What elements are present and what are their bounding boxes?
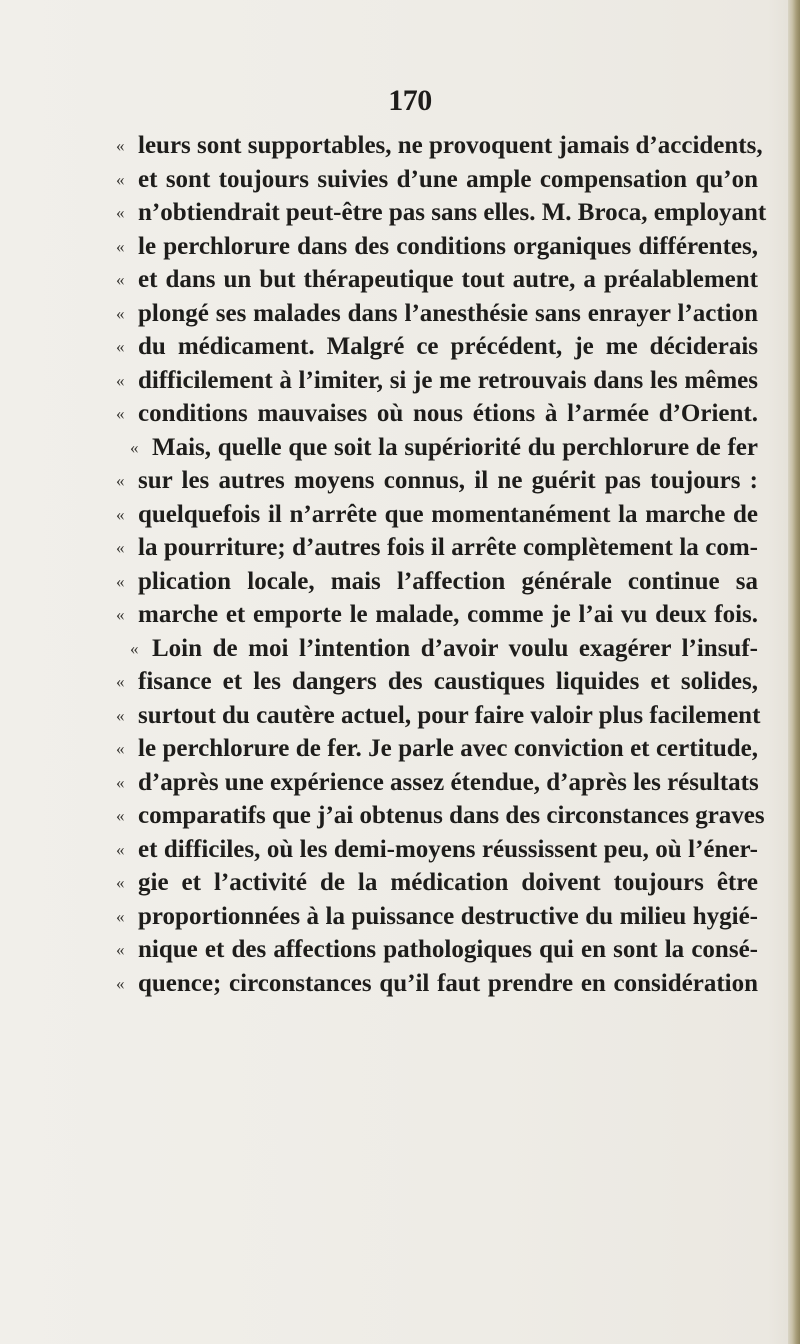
line-text: surtout du cautère actuel, pour faire valoir plus facilement (138, 701, 761, 729)
line-text: marche et emporte le malade, comme je l’ai vu deux fois. (138, 601, 758, 628)
text-line (116, 129, 763, 163)
line-text: d’après une expérience assez étendue, d’après les résultats (138, 768, 759, 796)
text-line (130, 632, 758, 666)
line-text: difficilement à l’imiter, si je me retrouvais dans les mêmes (138, 366, 758, 394)
text-line (116, 900, 758, 934)
line-text: du médicament. Malgré ce précédent, je me déciderais (138, 333, 758, 360)
text-line (116, 833, 758, 867)
text-line (116, 766, 759, 800)
text-line (116, 498, 758, 532)
text-line (116, 598, 758, 632)
text-line (116, 230, 758, 264)
quote-mark: « (116, 672, 125, 691)
text-line (116, 699, 761, 733)
line-text: proportionnées à la puissance destructive du milieu hygié- (138, 902, 758, 930)
quote-mark: « (116, 806, 125, 825)
quote-mark: « (130, 437, 139, 457)
quote-mark: « (116, 303, 125, 323)
text-line (116, 330, 758, 364)
quote-mark: « (116, 772, 125, 792)
text-line (116, 565, 758, 599)
line-text: nique et des affections pathologiques qui en sont la consé- (138, 936, 758, 963)
quote-mark: « (116, 605, 125, 624)
text-line (116, 531, 758, 565)
text-line (116, 263, 758, 297)
text-line (116, 967, 758, 1001)
quote-mark: « (116, 705, 125, 725)
line-text: plongé ses malades dans l’anesthésie sans enrayer l’action (138, 299, 758, 327)
quote-mark: « (116, 571, 125, 591)
text-line (116, 397, 758, 431)
text-line (116, 799, 765, 833)
quote-mark: « (116, 370, 125, 390)
quote-mark: « (116, 973, 125, 993)
quote-mark: « (130, 638, 139, 658)
quote-mark: « (116, 471, 125, 490)
quote-mark: « (116, 236, 125, 256)
quote-mark: « (116, 940, 125, 959)
page-edge (788, 0, 800, 1344)
quote-mark: « (116, 404, 125, 423)
line-text: conditions mauvaises où nous étions à l’armée d’Orient. (138, 400, 758, 427)
line-text: fisance et les dangers des caustiques liquides et solides, (138, 668, 758, 695)
line-text: comparatifs que j’ai obtenus dans des circonstances graves (138, 802, 765, 829)
line-text: leurs sont supportables, ne provoquent jamais d’accidents, (138, 132, 763, 159)
line-text: la pourriture; d’autres fois il arrête complètement la com- (138, 534, 758, 561)
line-text: Loin de moi l’intention d’avoir voulu exagérer l’insuf- (152, 634, 758, 662)
quote-mark: « (116, 873, 125, 892)
text-line (130, 431, 758, 465)
line-text: Mais, quelle que soit la supériorité du perchlorure de fer (152, 433, 758, 461)
text-line (116, 464, 758, 498)
line-text: et difficiles, où les demi-moyens réussissent peu, où l’éner- (138, 835, 758, 863)
text-line (116, 196, 767, 230)
line-text: et dans un but thérapeutique tout autre, a préalablement (138, 266, 758, 293)
text-line (116, 297, 758, 331)
text-line (116, 933, 758, 967)
text-line (116, 665, 758, 699)
page-number: 170 (388, 84, 432, 117)
quote-mark: « (116, 337, 125, 356)
body-text (116, 129, 767, 1000)
text-line (116, 364, 758, 398)
quote-mark: « (116, 504, 125, 524)
quote-mark: « (116, 538, 125, 557)
text-line (116, 866, 758, 900)
line-text: et sont toujours suivies d’une ample compensation qu’on (138, 165, 758, 193)
text-line (116, 732, 758, 766)
quote-mark: « (116, 839, 125, 859)
line-text: quence; circonstances qu’il faut prendre en considération (138, 969, 758, 997)
text-line (116, 163, 758, 197)
quote-mark: « (116, 270, 125, 289)
quote-mark: « (116, 739, 125, 758)
line-text: quelquefois il n’arrête que momentanément la marche de (138, 500, 758, 528)
line-text: le perchlorure de fer. Je parle avec conviction et certitude, (138, 735, 758, 762)
quote-mark: « (116, 169, 125, 189)
line-text: gie et l’activité de la médication doivent toujours être (138, 869, 758, 896)
line-text: n’obtiendrait peut-être pas sans elles. M. Broca, employant (138, 199, 767, 226)
quote-mark: « (116, 203, 125, 222)
quote-mark: « (116, 906, 125, 926)
line-text: sur les autres moyens connus, il ne guérit pas toujours : (138, 467, 758, 494)
line-text: plication locale, mais l’affection générale continue sa (138, 567, 758, 595)
line-text: le perchlorure dans des conditions organiques différentes, (138, 232, 758, 260)
quote-mark: « (116, 136, 125, 155)
